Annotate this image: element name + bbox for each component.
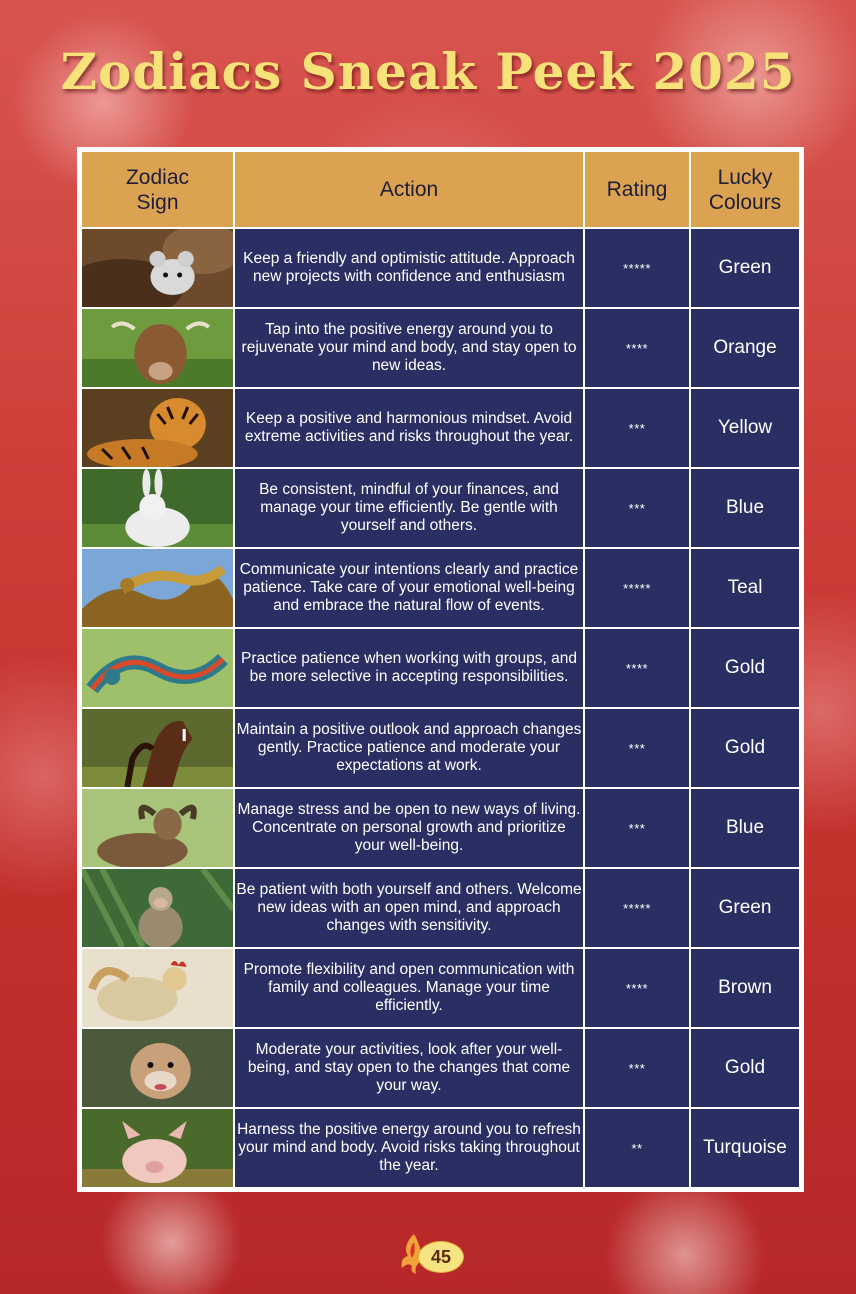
table-row: [81, 308, 800, 388]
lucky-colour: Turquoise: [690, 1108, 800, 1188]
table-row: [81, 708, 800, 788]
header-zodiac-sign-line2: Sign: [136, 190, 179, 214]
lucky-colour: Brown: [690, 948, 800, 1028]
zodiac-image-cell: [81, 388, 234, 468]
action-text: Keep a positive and harmonious mindset. Avoid extreme activities and risks throughout the year.: [234, 388, 584, 468]
rooster-image: [82, 949, 233, 1027]
rating-stars: ****: [584, 628, 690, 708]
rating-stars: *****: [584, 228, 690, 308]
zodiac-image-cell: [81, 868, 234, 948]
header-lucky-colours-line1: Lucky: [717, 165, 773, 189]
page-title: Zodiacs Sneak Peek 2025: [60, 42, 796, 101]
action-text: Harness the positive energy around you to refresh your mind and body. Avoid risks taking throughout the year.: [234, 1108, 584, 1188]
action-text: Be patient with both yourself and others. Welcome new ideas with an open mind, and approach changes with sensitivity.: [234, 868, 584, 948]
zodiac-image-cell: [81, 628, 234, 708]
header-lucky-colours: [690, 151, 800, 228]
table-row: [81, 788, 800, 868]
rabbit-image: [82, 469, 233, 547]
lucky-colour: Gold: [690, 628, 800, 708]
rating-stars: ***: [584, 788, 690, 868]
header-zodiac-sign: [81, 151, 234, 228]
action-text: Communicate your intentions clearly and practice patience. Take care of your emotional well-being and embrace the natural flow of events.: [234, 548, 584, 628]
tiger-image: [82, 389, 233, 467]
rating-stars: *****: [584, 868, 690, 948]
zodiac-image-cell: [81, 228, 234, 308]
table-row: [81, 228, 800, 308]
action-text: Tap into the positive energy around you to rejuvenate your mind and body, and stay open to new ideas.: [234, 308, 584, 388]
zodiac-image-cell: [81, 308, 234, 388]
header-zodiac-sign-line1: Zodiac: [125, 165, 190, 189]
action-text: Promote flexibility and open communication with family and colleagues. Manage your time efficiently.: [234, 948, 584, 1028]
lucky-colour: Teal: [690, 548, 800, 628]
action-text: Moderate your activities, look after your well-being, and stay open to the changes that come your way.: [234, 1028, 584, 1108]
rating-stars: *****: [584, 548, 690, 628]
header-action: Action: [234, 151, 584, 228]
zodiac-image-cell: [81, 548, 234, 628]
dog-image: [82, 1029, 233, 1107]
table-row: [81, 468, 800, 548]
zodiac-image-cell: [81, 788, 234, 868]
rating-stars: ***: [584, 388, 690, 468]
lucky-colour: Orange: [690, 308, 800, 388]
zodiac-image-cell: [81, 948, 234, 1028]
zodiac-image-cell: [81, 468, 234, 548]
lucky-colour: Blue: [690, 788, 800, 868]
table-row: [81, 1028, 800, 1108]
lucky-colour: Green: [690, 868, 800, 948]
header-rating: Rating: [584, 151, 690, 228]
table-row: [81, 548, 800, 628]
rating-stars: ***: [584, 1028, 690, 1108]
table-row: [81, 628, 800, 708]
action-text: Manage stress and be open to new ways of living. Concentrate on personal growth and prioritize your well-being.: [234, 788, 584, 868]
lucky-colour: Green: [690, 228, 800, 308]
rating-stars: ****: [584, 948, 690, 1028]
zodiac-table: [80, 150, 801, 1189]
header-lucky-colours-line2: Colours: [708, 190, 782, 214]
goat-image: [82, 789, 233, 867]
action-text: Maintain a positive outlook and approach changes gently. Practice patience and moderate your expectations at work.: [234, 708, 584, 788]
lucky-colour: Gold: [690, 708, 800, 788]
snake-image: [82, 629, 233, 707]
rating-stars: ***: [584, 708, 690, 788]
rating-stars: **: [584, 1108, 690, 1188]
rat-image: [82, 229, 233, 307]
page-number: 45: [418, 1241, 464, 1273]
action-text: Practice patience when working with groups, and be more selective in accepting responsibilities.: [234, 628, 584, 708]
action-text: Keep a friendly and optimistic attitude. Approach new projects with confidence and enthusiasm: [234, 228, 584, 308]
lucky-colour: Gold: [690, 1028, 800, 1108]
horse-image: [82, 709, 233, 787]
table-row: [81, 948, 800, 1028]
table-row: [81, 868, 800, 948]
dragon-image: [82, 549, 233, 627]
table-row: [81, 1108, 800, 1188]
ox-image: [82, 309, 233, 387]
pig-image: [82, 1109, 233, 1187]
zodiac-image-cell: [81, 1028, 234, 1108]
table-row: [81, 388, 800, 468]
zodiac-image-cell: [81, 708, 234, 788]
lucky-colour: Blue: [690, 468, 800, 548]
monkey-image: [82, 869, 233, 947]
table-header-row: [81, 151, 800, 228]
rating-stars: ***: [584, 468, 690, 548]
lucky-colour: Yellow: [690, 388, 800, 468]
rating-stars: ****: [584, 308, 690, 388]
zodiac-image-cell: [81, 1108, 234, 1188]
action-text: Be consistent, mindful of your finances, and manage your time efficiently. Be gentle with yourself and others.: [234, 468, 584, 548]
